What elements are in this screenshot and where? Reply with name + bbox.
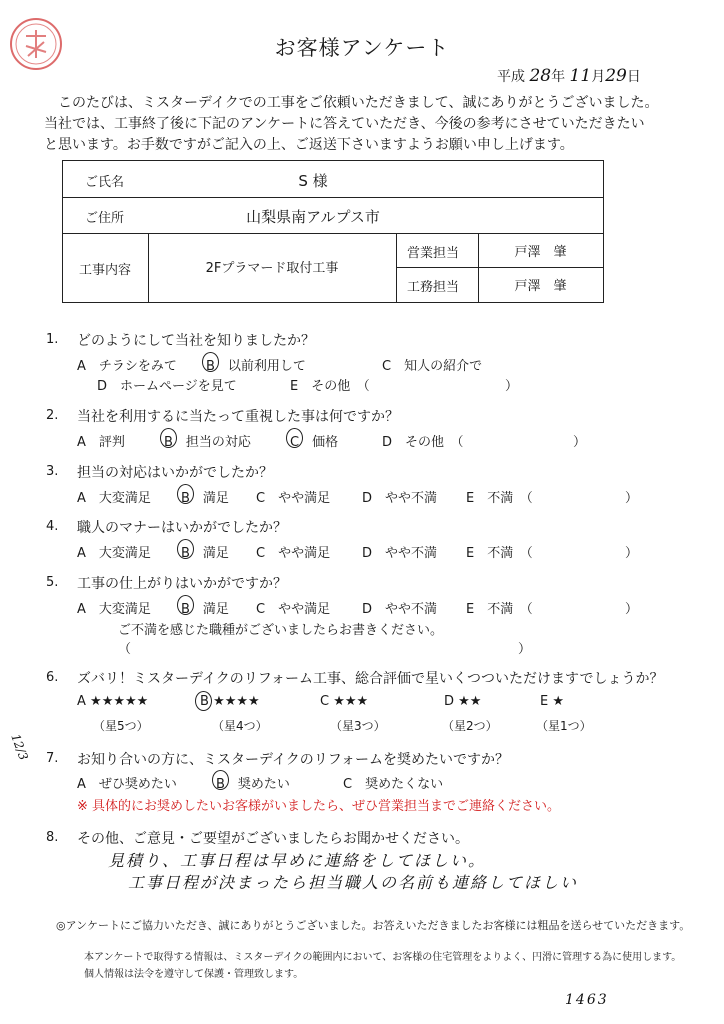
question-text: どのようにして当社を知りましたか？: [77, 333, 315, 349]
customer-info-table: [62, 160, 604, 303]
complaint-close: ）: [518, 642, 532, 657]
construction-value: 戸澤 肇: [514, 279, 567, 294]
footer-thanks: ◎アンケートにご協力いただき、誠にありがとうございました。お答えいただきましたお客様には粗品を送らせていただきます。: [56, 919, 691, 932]
option-e-close: ）: [625, 546, 639, 561]
rating-sublabel: （星1つ）: [536, 719, 592, 733]
intro-text: [44, 93, 658, 156]
contact-note: ※ 具体的にお奨めしたいお客様がいましたら、ぜひ営業担当までご連絡ください。: [77, 799, 561, 814]
star-rating: ★★★★★: [90, 694, 149, 709]
question-number: 4.: [46, 519, 59, 534]
footer-privacy-line: 本アンケートで取得する情報は、ミスターデイクの範囲内において、お客様の住宅管理をよりよく、円滑に管理する為に使用します。: [84, 952, 682, 963]
intro-line: と思います。お手数ですがご記入の上、ご返送下さいますようお願い申し上げます。: [44, 137, 574, 153]
date-month: 11: [569, 66, 592, 86]
rating-sublabel: （星4つ）: [212, 719, 268, 733]
selected-circle-mark: [212, 770, 229, 790]
option-a[interactable]: A 大変満足: [77, 546, 151, 561]
rating-letter: C: [320, 694, 330, 709]
option-c[interactable]: C 価格: [290, 435, 339, 450]
question-text: 工事の仕上がりはいかがですか？: [77, 576, 287, 592]
option-b[interactable]: B 担当の対応: [164, 435, 251, 450]
complaint-prompt: ご不満を感じた職種がございましたらお書きください。: [118, 623, 444, 638]
question-number: 2.: [46, 408, 59, 423]
option-e[interactable]: E 不満 （: [466, 602, 533, 617]
sales-value: 戸澤 肇: [514, 245, 567, 260]
option-a[interactable]: A 大変満足: [77, 602, 151, 617]
option-c[interactable]: C 奨めたくない: [343, 777, 444, 792]
rating-letter: E: [540, 694, 549, 709]
question-text: 職人のマナーはいかがでしたか？: [77, 520, 287, 536]
question-number: 5.: [46, 575, 59, 590]
question-number: 7.: [46, 751, 59, 766]
date-year-label: 年: [551, 69, 566, 85]
option-a[interactable]: A 評判: [77, 435, 125, 450]
star-rating: ★★: [458, 694, 482, 709]
question-number: 1.: [46, 332, 59, 347]
sales-label: 営業担当: [407, 246, 460, 261]
question-text: その他、ご意見・ご要望がございましたらお聞かせください。: [77, 831, 469, 847]
star-rating: ★★★: [333, 694, 369, 709]
option-d[interactable]: D やや不満: [362, 491, 438, 506]
address-label: ご住所: [85, 211, 125, 226]
rating-sublabel: （星2つ）: [442, 719, 498, 733]
selected-circle-mark: [177, 595, 194, 615]
selected-circle-mark: [177, 484, 194, 504]
option-e-close: ）: [625, 602, 639, 617]
name-label: ご氏名: [85, 175, 125, 190]
option-e-close: ）: [505, 379, 519, 394]
margin-handwritten-note: 12/3: [8, 731, 31, 763]
option-e-close: ）: [625, 491, 639, 506]
date-month-label: 月: [591, 69, 606, 85]
question-text: お知り合いの方に、ミスターデイクのリフォームを奨めたいですか？: [77, 752, 510, 768]
footer-privacy-line: 個人情報は法令を遵守して保護・管理致します。: [84, 969, 304, 980]
option-b[interactable]: B 満足: [181, 546, 229, 561]
option-c[interactable]: C やや満足: [256, 546, 331, 561]
selected-circle-mark: [160, 428, 177, 448]
option-b[interactable]: B 奨めたい: [216, 777, 290, 792]
question-text: 当社を利用するに当たって重視した事は何ですか？: [77, 409, 399, 425]
question-text: ズバリ！ミスターデイクのリフォーム工事、総合評価で星いくつついただけますでしょうか？: [77, 671, 664, 687]
selected-circle-mark: [177, 539, 194, 559]
option-a[interactable]: A 大変満足: [77, 491, 151, 506]
rating-letter: A: [77, 694, 86, 709]
option-b[interactable]: B 満足: [181, 602, 229, 617]
option-a[interactable]: A チラシをみて: [77, 359, 177, 374]
option-e[interactable]: E 不満 （: [466, 491, 533, 506]
rating-letter: D: [444, 694, 455, 709]
option-e[interactable]: E 不満 （: [466, 546, 533, 561]
option-b[interactable]: B 満足: [181, 491, 229, 506]
serial-number: 1463: [565, 992, 609, 1008]
date-era: 平成: [497, 69, 525, 85]
complaint-open: （: [118, 642, 132, 657]
question-number: 6.: [46, 670, 59, 685]
rating-a[interactable]: [77, 694, 148, 709]
rating-c[interactable]: [320, 694, 368, 709]
option-d[interactable]: D ホームページを見て: [97, 379, 237, 394]
work-value: 2Fプラマード取付工事: [205, 261, 339, 276]
work-label: 工事内容: [79, 263, 132, 278]
option-a[interactable]: A ぜひ奨めたい: [77, 777, 177, 792]
option-d[interactable]: D やや不満: [362, 602, 438, 617]
intro-line: 当社では、工事終了後に下記のアンケートに答えていただき、今後の参考にさせていただきたい: [44, 116, 645, 132]
name-value: S 様: [298, 172, 328, 190]
option-d-close: ）: [573, 435, 587, 450]
question-number: 8.: [46, 830, 59, 845]
rating-letter: B: [200, 694, 209, 709]
question-number: 3.: [46, 464, 59, 479]
option-c[interactable]: C 知人の紹介で: [382, 359, 483, 374]
intro-line: このたびは、ミスターデイクでの工事をご依頼いただきまして、誠にありがとうございました。: [58, 95, 659, 111]
construction-label: 工務担当: [407, 280, 460, 295]
rating-d[interactable]: [444, 694, 481, 709]
question-text: 担当の対応はいかがでしたか？: [77, 465, 273, 481]
rating-sublabel: （星3つ）: [330, 719, 386, 733]
handwritten-comment: 見積り、工事日程は早めに連絡をしてほしい。: [108, 851, 487, 870]
star-rating: ★★★★: [213, 694, 260, 709]
option-c[interactable]: C やや満足: [256, 491, 331, 506]
rating-sublabel: （星5つ）: [93, 719, 149, 733]
date-day: 29: [605, 66, 627, 86]
date-year: 28: [529, 66, 552, 86]
selected-circle-mark: [286, 428, 303, 448]
option-c[interactable]: C やや満足: [256, 602, 331, 617]
handwritten-comment: 工事日程が決まったら担当職人の名前も連絡してほしい: [128, 873, 579, 892]
selected-circle-mark: [195, 691, 212, 711]
selected-circle-mark: [202, 352, 219, 372]
star-rating: ★: [552, 694, 565, 709]
rating-e[interactable]: [540, 694, 564, 709]
date-day-label: 日: [626, 69, 641, 85]
option-d[interactable]: D やや不満: [362, 546, 438, 561]
option-e[interactable]: E その他 （: [290, 379, 370, 394]
option-b[interactable]: B 以前利用して: [206, 359, 306, 374]
survey-date: [497, 66, 641, 86]
address-value: 山梨県南アルプス市: [246, 208, 380, 226]
page-title: お客様アンケート: [274, 36, 450, 60]
option-d[interactable]: D その他 （: [382, 435, 464, 450]
